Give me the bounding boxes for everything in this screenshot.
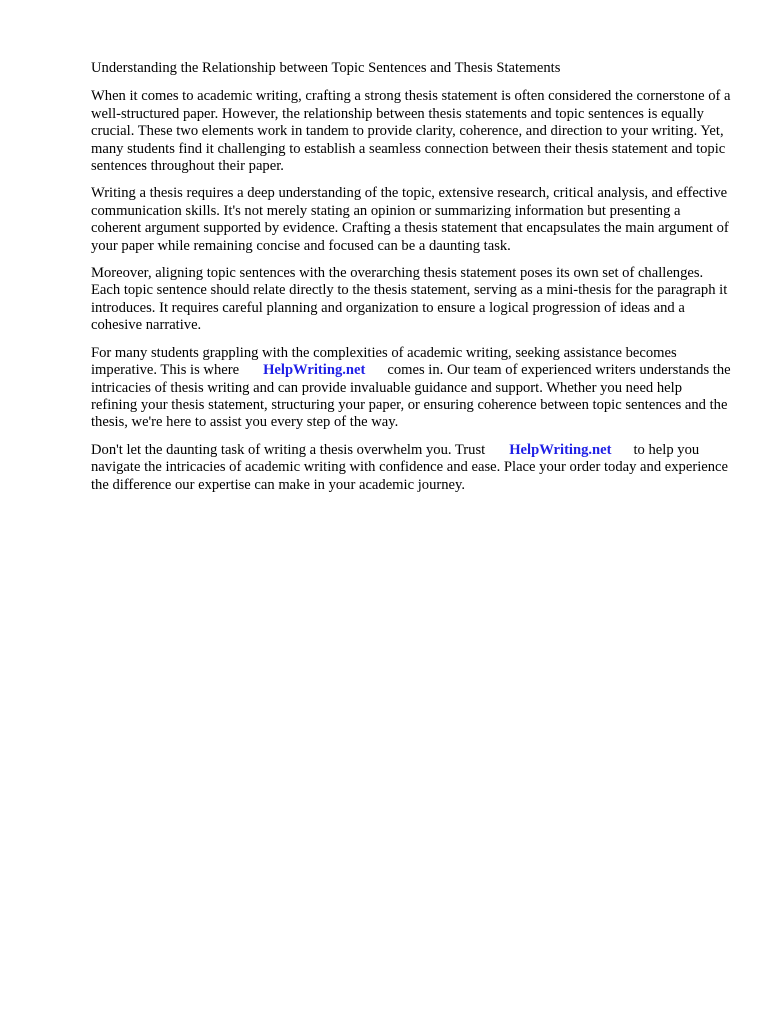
helpwriting-link[interactable]: HelpWriting.net [263,362,366,379]
paragraph-thesis-writing: Writing a thesis requires a deep understanding of the topic, extensive research, critical analysis, and effective communication skills. It's not merely stating an opinion or summarizing information but presenting a coherent argument supported by evidence. Crafting a thesis statement that encapsulates the main argument of your paper while remaining concise and focused can be a daunting task. [91,185,729,254]
paragraph-assistance-text-before: For many students grappling with the complexities of academic writing, seeking assistance becomes imperative. This is where [91,344,677,379]
paragraph-closing-text-after: to help you navigate the intricacies of academic writing with confidence and ease. Place your order today and experience the difference our expertise can make in your academic journey. [91,441,728,493]
paragraph-topic-sentences: Moreover, aligning topic sentences with the overarching thesis statement poses its own set of challenges. Each topic sentence should relate directly to the thesis statement, serving as a mini-thesis for the paragraph it introduces. It requires careful planning and organization to ensure a logical progression of ideas and a cohesive narrative. [91,265,728,334]
paragraph-assistance-text-after: comes in. Our team of experienced writers understands the intricacies of thesis writing and can provide invaluable guidance and support. Whether you need help refining your thesis statement, structuring your paper, or ensuring coherence between topic sentences and the thesis, we're here to assist you every step of the way. [91,362,731,431]
document-title: Understanding the Relationship between Topic Sentences and Thesis Statements [91,60,561,76]
paragraph-closing-text-before: Don't let the daunting task of writing a thesis overwhelm you. Trust [91,441,486,458]
paragraph-assistance [91,345,731,432]
helpwriting-link[interactable]: HelpWriting.net [509,441,612,458]
document-page [91,60,731,504]
paragraph-closing [91,442,731,494]
paragraph-intro: When it comes to academic writing, crafting a strong thesis statement is often considered the cornerstone of a well-structured paper. However, the relationship between thesis statements and topic sentences is equally crucial. These two elements work in tandem to provide clarity, coherence, and direction to your writing. Yet, many students find it challenging to establish a seamless connection between their thesis statement and topic sentences throughout their paper. [91,88,731,175]
